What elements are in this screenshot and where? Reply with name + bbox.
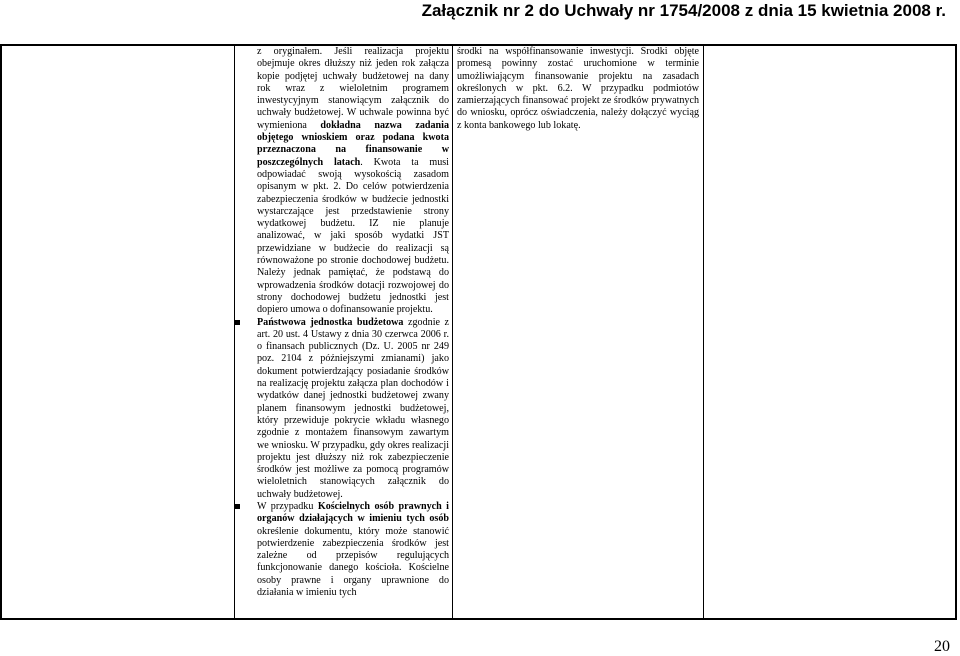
bullet-square-icon [235,504,240,509]
documents-description-cell [257,46,449,599]
column-divider [452,46,453,618]
paragraph-promise-funds: środki na współfinansowanie inwestycji. Środki objęte promesą powinny zostać uruchomione w terminie umożliwiającym finansowanie projektu na zasadach określonych w pkt. 6.2. W przypadku podmiotów zamierzających finansować projekt ze środków prywatnych do wniosku, oprócz oświadczenia, należy dołączyć wyciąg z konta bankowego lub lokatę. [457,46,699,131]
column-divider [703,46,704,618]
notes-cell [457,46,699,132]
column-divider [234,46,235,618]
paragraph-church-entities: W przypadku Kościelnych osób prawnych i organów działających w imieniu tych osób określenie dokumentu, który może stanowić potwierdzenie zabezpieczenia środków jest zależne od przepisów regulujących funkcjonowanie danego kościoła. Kościelne osoby prawne i organy uprawnione do działania w imieniu tych [257,501,449,599]
document-header: Załącznik nr 2 do Uchwały nr 1754/2008 z dnia 15 kwietnia 2008 r. [421,1,946,20]
paragraph-jst: z oryginałem. Jeśli realizacja projektu obejmuje okres dłuższy niż jeden rok załącza kopie podjętej uchwały budżetowej na dany rok wraz z wieloletnim programem inwestycyjnym stanowiącym załącznik do uchwały budżetowej. W uchwale powinna być wymieniona dokładna nazwa zadania objętego wnioskiem oraz podana kwota przeznaczona na finansowanie w poszczególnych latach. Kwota ta musi odpowiadać swoją wysokością zasadom opisanym w pkt. 2. Do celów potwierdzenia zabezpieczenia środków w budżecie jednostki wystarczające jest przedstawienie strony wydatkowej budżetu. IZ nie planuje analizować, w jaki sposób wydatki JST przewidziane w budżecie do realizacji są równoważone po stronie dochodowej budżetu. Należy jednak pamiętać, że podstawą do wprowadzenia środków dotacji rozwojowej do strony dochodowej budżetu jednostki jest dopiero umowa o dofinansowanie projektu. [257,46,449,316]
document-table [0,44,957,620]
paragraph-state-budget-unit: Państwowa jednostka budżetowa zgodnie z art. 20 ust. 4 Ustawy z dnia 30 czerwca 2006 r. o finansach publicznych (Dz. U. 2005 nr 249 poz. 2104 z późniejszymi zmianami) jako dokument potwierdzający posiadanie środków na realizację projektu załącza plan dochodów i wydatków danej jednostki budżetowej zwany planem finansowym jednostki budżetowej, który przewiduje pokrycie wkładu własnego zgodnie z montażem finansowym zawartym we wniosku. W przypadku, gdy okres realizacji projektu jest dłuższy niż rok zabezpieczenie środków jest możliwe za pomocą programów wieloletnich stanowiących załącznik do uchwały budżetowej. [257,317,449,501]
bullet-square-icon [235,320,240,325]
page-number: 20 [934,638,950,655]
